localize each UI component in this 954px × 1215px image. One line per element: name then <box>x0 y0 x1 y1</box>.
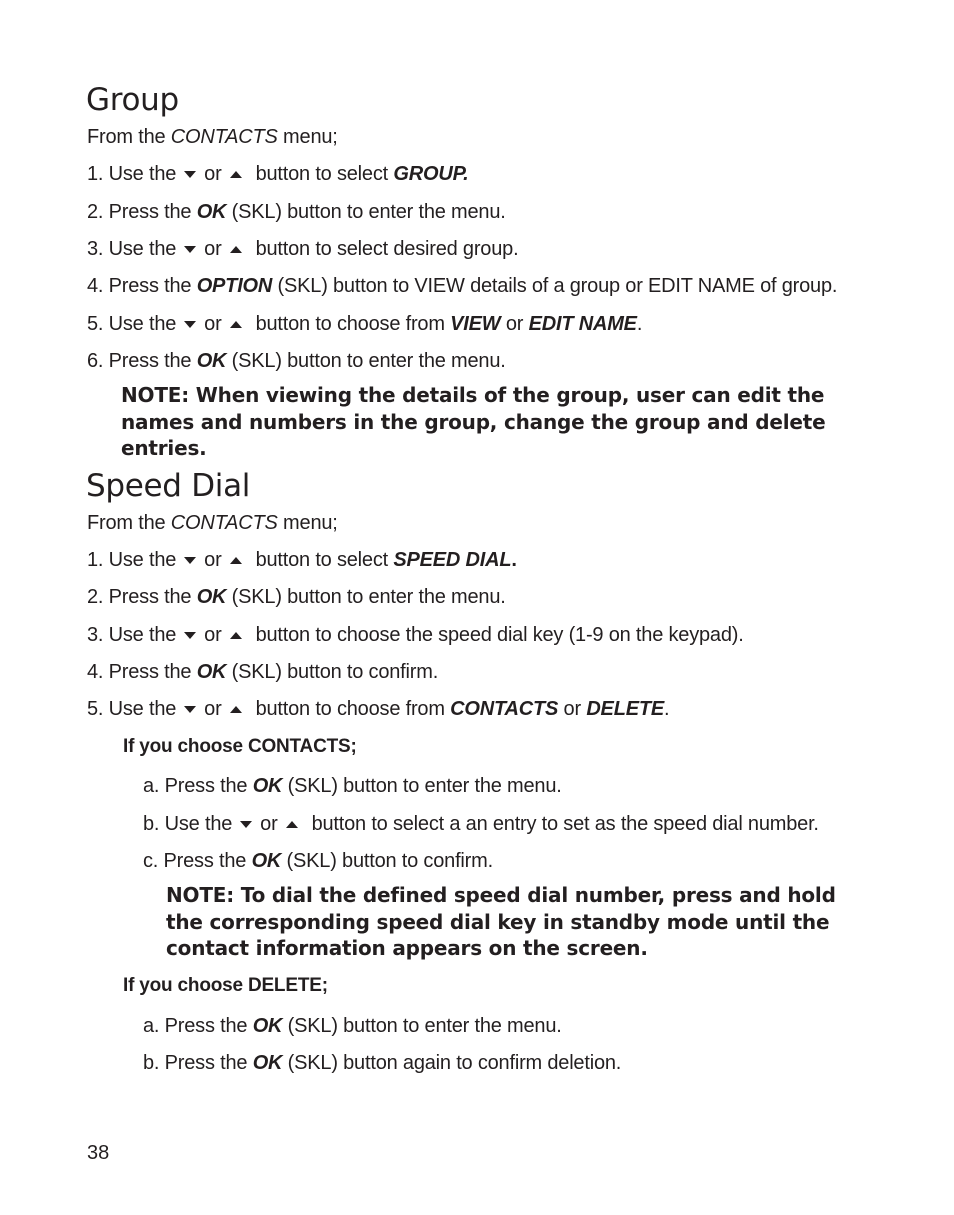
group-step-4 <box>87 274 837 298</box>
step-emphasis: OPTION <box>196 275 273 297</box>
step-number: a. <box>143 775 160 797</box>
step-text: or <box>558 698 587 720</box>
down-arrow-icon <box>184 171 196 178</box>
down-arrow-icon <box>184 246 196 253</box>
step-text: Press the <box>164 1015 253 1037</box>
speed-dial-intro <box>87 511 338 535</box>
step-emphasis: EDIT NAME <box>528 313 637 335</box>
contacts-step-c <box>143 849 493 873</box>
up-arrow-icon <box>230 557 242 564</box>
speed-dial-step-5 <box>87 697 669 721</box>
step-text: button to choose from <box>255 698 451 720</box>
step-text: Press the <box>164 775 253 797</box>
or-text: or <box>204 698 222 720</box>
step-text: Press the <box>108 350 197 372</box>
step-text: (SKL) button to enter the menu. <box>282 775 562 797</box>
step-text: button to select <box>255 549 394 571</box>
step-text: Use the <box>164 813 233 835</box>
note-line: the corresponding speed dial key in standby mode until the <box>166 909 830 934</box>
note-line: names and numbers in the group, change the group and delete <box>121 409 826 434</box>
up-arrow-icon <box>230 321 242 328</box>
step-text: (SKL) button again to confirm deletion. <box>282 1052 622 1074</box>
group-step-5 <box>87 312 642 336</box>
contacts-subheading: If you choose CONTACTS; <box>123 736 357 757</box>
step-emphasis: GROUP. <box>393 163 469 185</box>
group-step-6 <box>87 349 506 373</box>
step-text: Press the <box>108 586 197 608</box>
step-emphasis: SPEED DIAL <box>393 549 512 571</box>
contacts-step-a <box>143 774 562 798</box>
step-text: Use the <box>108 549 177 571</box>
down-arrow-icon <box>184 706 196 713</box>
group-heading: Group <box>86 82 179 118</box>
contacts-step-b <box>143 812 819 836</box>
step-emphasis: OK <box>251 850 282 872</box>
delete-step-a <box>143 1014 562 1038</box>
up-arrow-icon <box>230 706 242 713</box>
step-text: or <box>500 313 529 335</box>
step-text: Press the <box>108 201 197 223</box>
step-text: (SKL) button to confirm. <box>281 850 493 872</box>
step-emphasis: OK <box>196 586 227 608</box>
group-intro <box>87 125 338 149</box>
step-emphasis: OK <box>196 201 227 223</box>
group-step-2 <box>87 200 506 224</box>
step-text: Press the <box>108 275 197 297</box>
step-text: button to select a an entry to set as the speed dial number. <box>311 813 819 835</box>
down-arrow-icon <box>184 632 196 639</box>
note-line: NOTE: To dial the defined speed dial number, press and hold <box>166 883 836 907</box>
step-text: Press the <box>108 661 197 683</box>
group-step-3 <box>87 237 518 261</box>
step-number: b. <box>143 813 160 835</box>
or-text: or <box>204 549 222 571</box>
step-text: Use the <box>108 238 177 260</box>
step-text: . <box>664 698 670 720</box>
speed-dial-heading: Speed Dial <box>86 468 251 504</box>
step-number: b. <box>143 1052 160 1074</box>
speed-dial-step-3 <box>87 623 744 647</box>
step-emphasis: OK <box>252 775 283 797</box>
step-number: 4. <box>87 661 104 683</box>
or-text: or <box>204 313 222 335</box>
step-text: Use the <box>108 313 177 335</box>
note-line: NOTE: When viewing the details of the group, user can edit the <box>121 383 825 407</box>
speed-dial-step-1 <box>87 548 517 572</box>
note-line: entries. <box>121 436 207 460</box>
down-arrow-icon <box>184 321 196 328</box>
step-emphasis: DELETE <box>586 698 665 720</box>
or-text: or <box>204 624 222 646</box>
step-number: 3. <box>87 624 104 646</box>
step-text: (SKL) button to enter the menu. <box>226 350 506 372</box>
step-text: . <box>636 313 643 335</box>
speed-dial-step-2 <box>87 585 506 609</box>
step-text: (SKL) button to enter the menu. <box>226 201 506 223</box>
down-arrow-icon <box>184 557 196 564</box>
step-emphasis: OK <box>196 661 227 683</box>
up-arrow-icon <box>286 821 298 828</box>
step-text: Press the <box>163 850 252 872</box>
speed-dial-intro-em: CONTACTS <box>170 512 278 534</box>
step-text: button to select desired group. <box>255 238 519 260</box>
step-text: Use the <box>108 163 177 185</box>
speed-dial-note <box>166 882 836 962</box>
group-intro-em: CONTACTS <box>170 126 278 148</box>
step-number: 6. <box>87 350 104 372</box>
group-step-1 <box>87 162 469 186</box>
step-emphasis: VIEW <box>450 313 501 335</box>
step-text: Use the <box>108 698 177 720</box>
or-text: or <box>204 238 222 260</box>
step-emphasis: OK <box>252 1052 283 1074</box>
step-number: 5. <box>87 313 104 335</box>
delete-step-b <box>143 1051 621 1075</box>
step-text: . <box>511 549 517 571</box>
speed-dial-step-4 <box>87 660 438 684</box>
step-emphasis: OK <box>196 350 227 372</box>
step-text: button to choose the speed dial key (1-9 on the keypad). <box>255 624 744 646</box>
or-text: or <box>260 813 278 835</box>
step-emphasis: CONTACTS <box>450 698 559 720</box>
step-text: button to choose from <box>255 313 451 335</box>
step-text: (SKL) button to enter the menu. <box>226 586 506 608</box>
step-text: button to select <box>255 163 394 185</box>
group-intro-post: menu; <box>277 126 338 148</box>
delete-subheading: If you choose DELETE; <box>123 975 328 996</box>
speed-dial-intro-post: menu; <box>277 512 338 534</box>
step-number: c. <box>143 850 159 872</box>
step-number: 4. <box>87 275 104 297</box>
note-line: contact information appears on the screen. <box>166 936 648 960</box>
page-number: 38 <box>87 1142 110 1164</box>
step-number: a. <box>143 1015 160 1037</box>
speed-dial-intro-pre: From the <box>87 512 171 534</box>
step-number: 2. <box>87 586 104 608</box>
step-emphasis: OK <box>252 1015 283 1037</box>
group-note <box>121 382 825 462</box>
step-text: (SKL) button to confirm. <box>226 661 439 683</box>
group-intro-pre: From the <box>87 126 171 148</box>
or-text: or <box>204 163 222 185</box>
step-number: 1. <box>87 163 104 185</box>
step-text: (SKL) button to VIEW details of a group or EDIT NAME of group. <box>272 275 838 297</box>
step-number: 5. <box>87 698 104 720</box>
step-number: 2. <box>87 201 104 223</box>
up-arrow-icon <box>230 632 242 639</box>
step-text: (SKL) button to enter the menu. <box>282 1015 562 1037</box>
up-arrow-icon <box>230 246 242 253</box>
step-text: Press the <box>164 1052 253 1074</box>
step-text: Use the <box>108 624 177 646</box>
down-arrow-icon <box>240 821 252 828</box>
step-number: 1. <box>87 549 104 571</box>
up-arrow-icon <box>230 171 242 178</box>
step-number: 3. <box>87 238 104 260</box>
